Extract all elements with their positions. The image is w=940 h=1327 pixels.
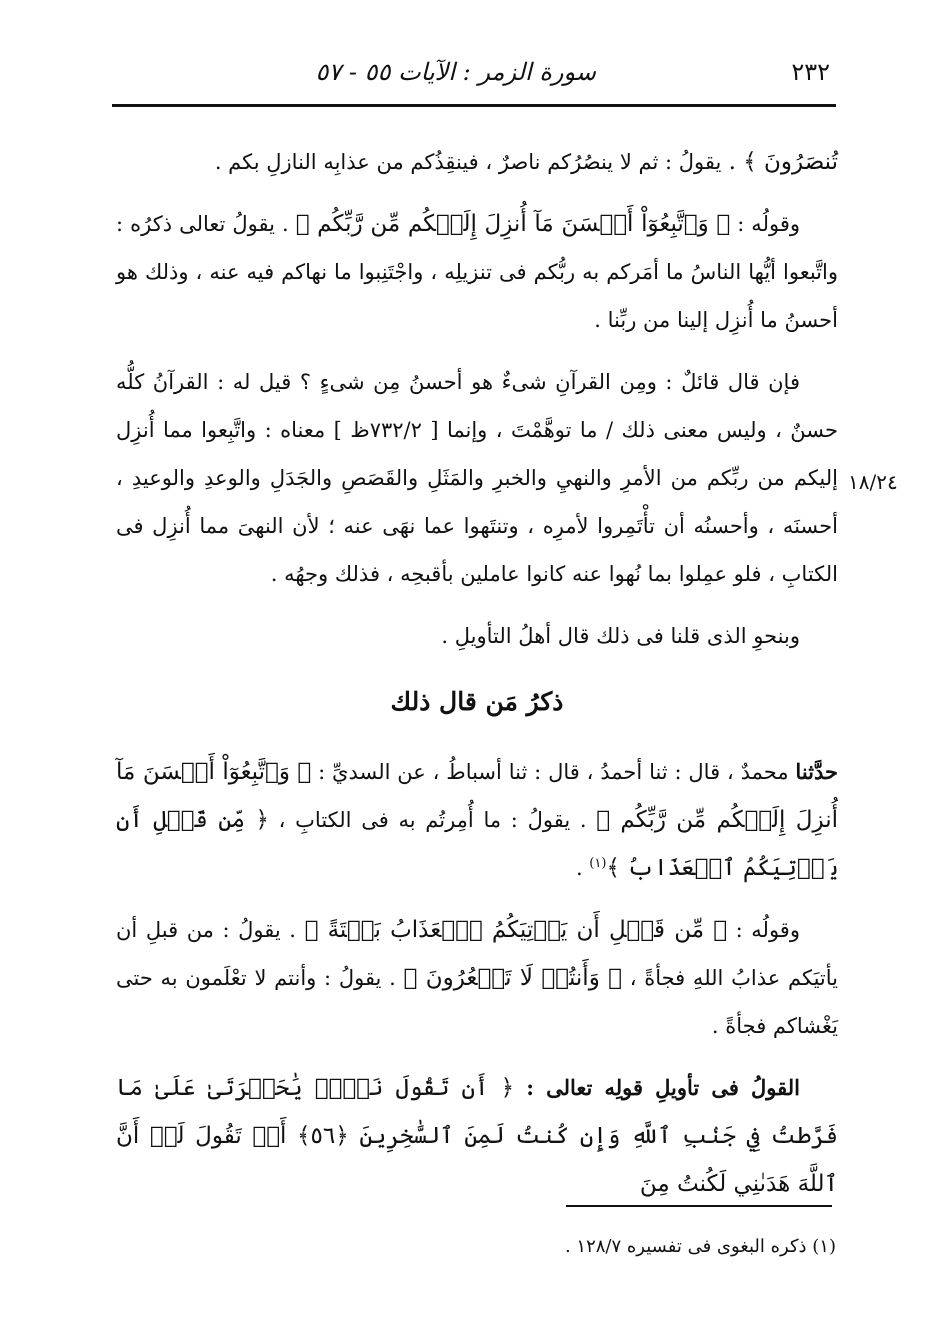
text-run: وبنحوِ الذى قلنا فى ذلك قال أهلُ التأويلِ .: [441, 624, 800, 648]
text-run: .: [575, 856, 590, 880]
paragraph: [116, 138, 838, 186]
header-rule: [112, 104, 836, 107]
quran-verse: تُنصَرُونَ ﴾ .: [721, 149, 838, 175]
text-run: . يقولُ : من قبلِ أن يأتيَكم عذابُ اللهِ فجأةً ،: [116, 918, 838, 990]
paragraph: [116, 748, 838, 892]
quran-verse: ﴿ مِّن قَبۡلِ أَن يَأۡتِيَكُمُ ٱلۡعَذَابُ ﴾: [116, 807, 838, 881]
footnote-marker: (١): [589, 856, 607, 871]
paragraphs-after-heading: [116, 748, 838, 1208]
quran-verse: ﴿ وَٱتَّبِعُوٓاْ أَحۡسَنَ مَآ أُنزِلَ إِلَيۡكُم مِّن رَّبِّكُم ﴾: [116, 759, 838, 833]
page-number: ٢٣٢: [791, 58, 830, 86]
paragraph: [116, 200, 838, 344]
text-run: وقولُه :: [727, 918, 800, 942]
text-run: يقولُ : ثم لا ينصُرُكم ناصرٌ ، فينقِذُكم من عذابِه النازلِ بكم .: [214, 150, 722, 174]
quran-verse: ﴿ وَٱتَّبِعُوٓاْ أَحۡسَنَ مَآ أُنزِلَ إِلَيۡكُم مِّن رَّبِّكُم ﴾: [295, 211, 731, 237]
paragraph: [116, 612, 838, 660]
quran-verse: ﴿ مِّن قَبۡلِ أَن يَأۡتِيَكُمُ ٱلۡعَذَابُ بَغۡتَةً ﴾: [304, 917, 728, 943]
text-run: فإن قال قائلٌ : ومِن القرآنِ شىءٌ هو أحسنُ مِن شىءٍ ؟ قيل له : القرآنُ كلُّه حسنٌ ، وليس معنى ذلك / ما توهَّمْتَ ، وإنما [ ٧٣٢/٢ظ ] معناه : واتَّبِعوا مما أُنزِل إليكم من ربِّكم من الأمرِ والنهيِ والخبرِ والمَثَلِ والقَصَصِ والجَدَلِ والوعدِ والوعيدِ ، أحسنَه ، وأحسنُه أن تأْتَمِروا لأمرِه ، وتنتَهوا عما نهَى عنه ؛ لأن النهىَ مما أُنزِل فى الكتابِ ، فلو عمِلوا بما نُهوا عنه كانوا عاملين بأقبحِه ، فذلك وجهُه .: [116, 370, 839, 586]
paragraphs-before-heading: [116, 138, 838, 660]
footnote: (١) ذكره البغوى فى تفسيره ١٢٨/٧ .: [564, 1236, 836, 1257]
footnote-rule: [566, 1205, 832, 1207]
text-run: . يقولُ تعالى ذكرُه : واتَّبعوا أيُّها الناسُ ما أمَركم به ربُّكم فى تنزيلِه ، واجْتَنِبوا ما نهاكم فيه عنه ، وذلك هو أحسنُ ما أُنزِل إلينا من ربِّنا .: [116, 212, 838, 332]
running-title: سورة الزمر : الآيات ٥٥ - ٥٧: [315, 58, 596, 86]
text-run: . يقولُ : وأنتم لا تعْلَمون به حتى يَغْشاكم فجأةً .: [116, 966, 838, 1038]
text-run: محمدٌ ، قال : ثنا أحمدُ ، قال : ثنا أسباطُ ، عن السديِّ :: [311, 760, 796, 784]
page-header: [110, 52, 836, 96]
bold-text: القولُ فى تأويلِ قولِه تعالى :: [514, 1075, 800, 1100]
text-run: وقولُه :: [730, 212, 800, 236]
paragraph: [116, 906, 838, 1050]
quran-verse: ﴿ أَن تَقُولَ نَفۡسٞ يَٰحَسۡرَتَىٰ عَلَىٰ مَا فَرَّطتُ فِي جَنۢبِ ٱللَّهِ وَإِن كُنتُ لَمِنَ ٱلسَّٰخِرِينَ ﴿٥٦﴾ أَوۡ تَقُولَ لَوۡ أَنَّ ٱللَّهَ هَدَىٰنِي لَكُنتُ مِنَ: [116, 1075, 838, 1197]
margin-reference: ١٨/٢٤: [848, 470, 898, 494]
bold-text: حدَّثنا: [795, 759, 839, 784]
paragraph: [116, 358, 838, 598]
page-body: [116, 138, 838, 1222]
quran-verse: ﴿ وَأَنتُمۡ لَا تَشۡعُرُونَ ﴾: [403, 965, 622, 991]
paragraph: [116, 1064, 838, 1208]
section-heading: ذكرُ مَن قال ذلك: [390, 687, 564, 716]
text-run: . يقولُ : ما أُمِرتُم به فى الكتابِ ،: [268, 808, 597, 832]
